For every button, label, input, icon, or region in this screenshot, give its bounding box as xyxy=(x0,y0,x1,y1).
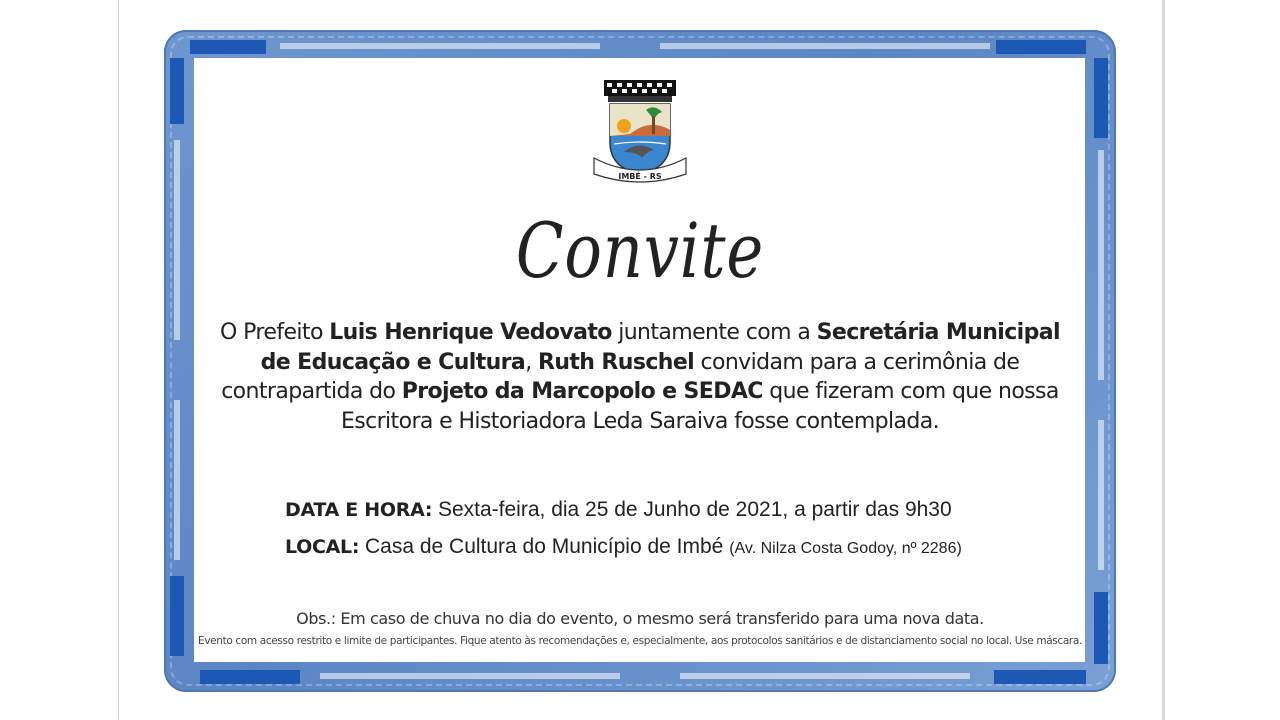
frame-stripe xyxy=(680,673,970,679)
place-address: (Av. Nilza Costa Godoy, nº 2286) xyxy=(729,540,962,557)
date-label: DATA E HORA: xyxy=(285,499,433,521)
rain-notice: Obs.: Em caso de chuva no dia do evento, o mesmo será transferido para uma nova data. xyxy=(296,609,984,628)
place-label: LOCAL: xyxy=(285,536,360,558)
frame-stripe xyxy=(200,670,300,684)
project-name: Projeto da Marcopolo e SEDAC xyxy=(401,379,763,404)
frame-stripe xyxy=(1094,592,1108,664)
municipal-crest-icon xyxy=(590,78,690,190)
frame-stripe xyxy=(174,400,180,560)
mayor-name: Luis Henrique Vedovato xyxy=(329,320,612,345)
invitation-title: Convite xyxy=(515,206,765,295)
frame-stripe xyxy=(1098,420,1104,570)
frame-stripe xyxy=(660,43,990,49)
frame-stripe xyxy=(320,673,620,679)
secretary-name: Ruth Ruschel xyxy=(537,349,695,375)
frame-stripe xyxy=(190,40,266,54)
frame-stripe xyxy=(280,43,600,49)
health-notice: Evento com acesso restrito e limite de participantes. Fique atento às recomendações e, especialmente, aos protocolos sanitários e de distanciamento social no local. Use máscara. xyxy=(198,635,1082,647)
invitation-intro: O Prefeito Luis Henrique Vedovato juntamente com a Secretária Municipal de Educação e Cultura, Ruth Ruschel convidam para a cerimônia de contrapartida do Projeto da Marcopolo e SEDAC que fizeram com que nossa Escritora e Historiadora Leda Saraiva fosse contemplada. xyxy=(220,320,1060,434)
secretary-title: Secretária Municipal de Educação e Cultura xyxy=(260,320,1060,375)
date-value: Sexta-feira, dia 25 de Junho de 2021, a partir das 9h30 xyxy=(432,498,952,521)
place-value: Casa de Cultura do Município de Imbé xyxy=(359,535,730,558)
frame-stripe xyxy=(170,58,184,124)
event-place xyxy=(285,535,962,559)
frame-stripe xyxy=(996,40,1086,54)
crest-label: IMBÉ - RS xyxy=(618,172,662,181)
frame-stripe xyxy=(994,670,1086,684)
frame-stripe xyxy=(1094,58,1108,138)
event-date xyxy=(285,498,952,522)
